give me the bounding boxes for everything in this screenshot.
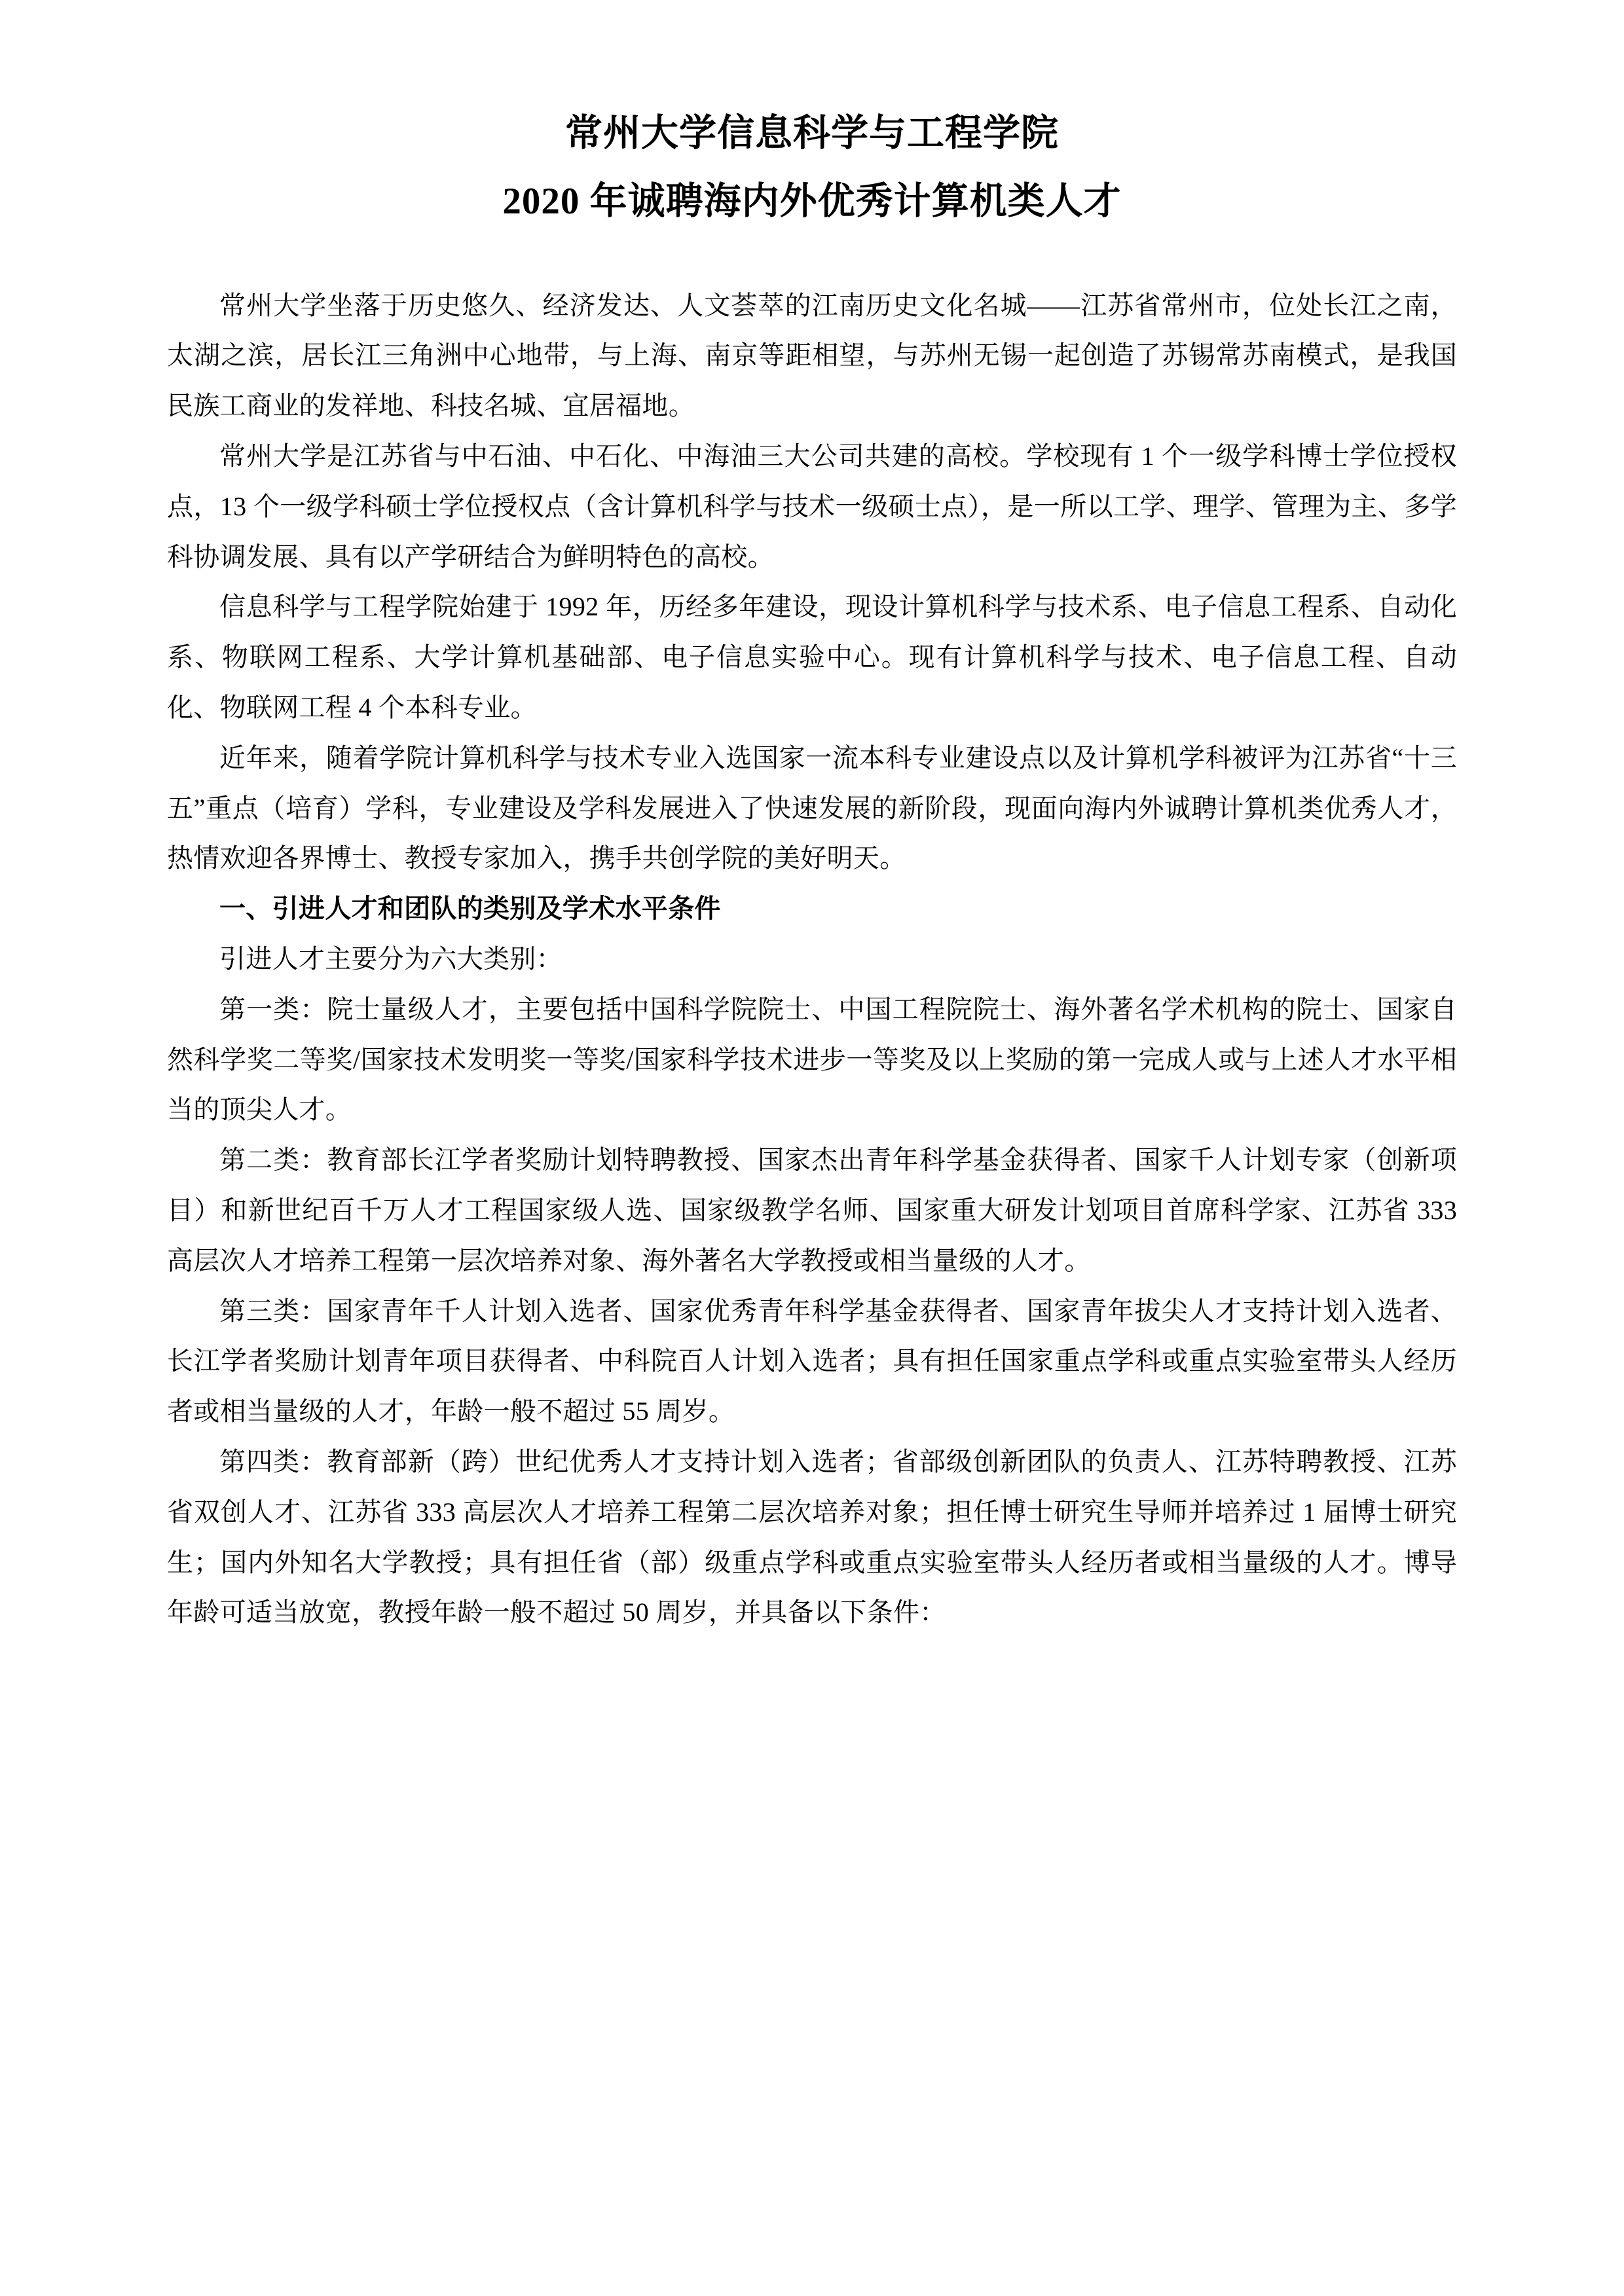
paragraph-category-1: 第一类：院士量级人才，主要包括中国科学院院士、中国工程院院士、海外著名学术机构的院士、国家自然科学奖二等奖/国家技术发明奖一等奖/国家科学技术进步一等奖及以上奖励的第一完成人或与上述人才水平相当的顶尖人才。 (167, 994, 1457, 1125)
document-body (167, 281, 1457, 1639)
paragraph-intro-1: 常州大学坐落于历史悠久、经济发达、人文荟萃的江南历史文化名城——江苏省常州市，位处长江之南，太湖之滨，居长江三角洲中心地带，与上海、南京等距相望，与苏州无锡一起创造了苏锡常苏南模式，是我国民族工商业的发祥地、科技名城、宜居福地。 (167, 290, 1457, 421)
page-title-line-1: 常州大学信息科学与工程学院 (565, 113, 1059, 154)
paragraph-intro-3: 信息科学与工程学院始建于 1992 年，历经多年建设，现设计算机科学与技术系、电子信息工程系、自动化系、物联网工程系、大学计算机基础部、电子信息实验中心。现有计算机科学与技术、电子信息工程、自动化、物联网工程 4 个本科专业。 (167, 592, 1457, 723)
paragraph-intro-2: 常州大学是江苏省与中石油、中石化、中海油三大公司共建的高校。学校现有 1 个一级学科博士学位授权点，13 个一级学科硕士学位授权点（含计算机科学与技术一级硕士点），是一所以工学、理学、管理为主、多学科协调发展、具有以产学研结合为鲜明特色的高校。 (167, 441, 1457, 572)
paragraph-intro-4: 近年来，随着学院计算机科学与技术专业入选国家一流本科专业建设点以及计算机学科被评为江苏省“十三五”重点（培育）学科，专业建设及学科发展进入了快速发展的新阶段，现面向海内外诚聘计算机类优秀人才，热情欢迎各界博士、教授专家加入，携手共创学院的美好明天。 (167, 742, 1457, 873)
section-heading-1: 一、引进人才和团队的类别及学术水平条件 (219, 894, 721, 924)
page-title-line-2: 2020 年诚聘海内外优秀计算机类人才 (502, 181, 1122, 223)
page-title (167, 105, 1457, 231)
paragraph-category-2: 第二类：教育部长江学者奖励计划特聘教授、国家杰出青年科学基金获得者、国家千人计划专家（创新项目）和新世纪百千万人才工程国家级人选、国家级教学名师、国家重大研发计划项目首席科学家、江苏省 333 高层次人才培养工程第一层次培养对象、海外著名大学教授或相当量级的人才。 (167, 1145, 1457, 1275)
paragraph-category-3: 第三类：国家青年千人计划入选者、国家优秀青年科学基金获得者、国家青年拔尖人才支持计划入选者、长江学者奖励计划青年项目获得者、中科院百人计划入选者；具有担任国家重点学科或重点实验室带头人经历者或相当量级的人才，年龄一般不超过 55 周岁。 (167, 1296, 1457, 1427)
paragraph-category-4: 第四类：教育部新（跨）世纪优秀人才支持计划入选者；省部级创新团队的负责人、江苏特聘教授、江苏省双创人才、江苏省 333 高层次人才培养工程第二层次培养对象；担任博士研究生导师并培养过 1 届博士研究生；国内外知名大学教授；具有担任省（部）级重点学科或重点实验室带头人经历者或相当量级的人才。博导年龄可适当放宽，教授年龄一般不超过 50 周岁，并具备以下条件： (167, 1447, 1457, 1628)
paragraph-category-intro: 引进人才主要分为六大类别： (219, 944, 563, 974)
